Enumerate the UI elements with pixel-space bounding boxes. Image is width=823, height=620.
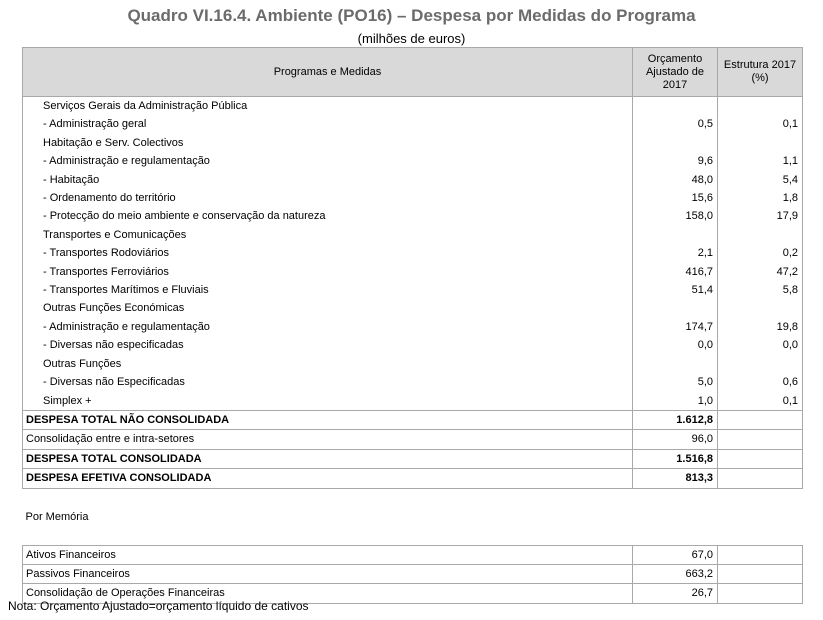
row-label: - Ordenamento do território bbox=[23, 189, 633, 207]
memo-value: 67,0 bbox=[633, 545, 718, 564]
row-label: - Diversas não Especificadas bbox=[23, 373, 633, 391]
table-row bbox=[23, 336, 803, 354]
row-budget bbox=[633, 97, 718, 116]
table-row bbox=[23, 171, 803, 189]
row-label: - Administração geral bbox=[23, 115, 633, 133]
row-label: - Administração e regulamentação bbox=[23, 318, 633, 336]
row-budget: 15,6 bbox=[633, 189, 718, 207]
table-row bbox=[23, 263, 803, 281]
total-row bbox=[23, 469, 803, 488]
row-budget: 51,4 bbox=[633, 281, 718, 299]
unit-caption: (milhões de euros) bbox=[357, 31, 466, 46]
table-row bbox=[23, 355, 803, 373]
total-row bbox=[23, 410, 803, 429]
memo-structure bbox=[718, 564, 803, 583]
memo-value: 26,7 bbox=[633, 584, 718, 603]
row-label: Transportes e Comunicações bbox=[23, 226, 633, 244]
row-structure: 17,9 bbox=[718, 207, 803, 225]
total-structure bbox=[718, 469, 803, 488]
row-structure: 0,1 bbox=[718, 115, 803, 133]
total-value: 813,3 bbox=[633, 469, 718, 488]
memo-structure bbox=[718, 545, 803, 564]
row-budget: 0,0 bbox=[633, 336, 718, 354]
consolidation-label: Consolidação entre e intra-setores bbox=[23, 430, 633, 449]
total-structure bbox=[718, 410, 803, 429]
row-label: - Transportes Ferroviários bbox=[23, 263, 633, 281]
row-budget: 5,0 bbox=[633, 373, 718, 391]
memo-value: 663,2 bbox=[633, 564, 718, 583]
row-label: - Administração e regulamentação bbox=[23, 152, 633, 170]
table-row bbox=[23, 207, 803, 225]
header-structure: Estrutura 2017 (%) bbox=[718, 48, 803, 97]
row-label: - Protecção do meio ambiente e conservação da natureza bbox=[23, 207, 633, 225]
total-label: DESPESA EFETIVA CONSOLIDADA bbox=[23, 469, 633, 488]
row-structure bbox=[718, 355, 803, 373]
table-title: Quadro VI.16.4. Ambiente (PO16) – Despesa por Medidas do Programa bbox=[127, 6, 696, 25]
row-budget: 0,5 bbox=[633, 115, 718, 133]
row-label: Habitação e Serv. Colectivos bbox=[23, 134, 633, 152]
table-row bbox=[23, 152, 803, 170]
row-label: - Transportes Marítimos e Fluviais bbox=[23, 281, 633, 299]
row-structure: 0,6 bbox=[718, 373, 803, 391]
table-row bbox=[23, 318, 803, 336]
memo-label: Passivos Financeiros bbox=[23, 564, 633, 583]
row-structure: 5,8 bbox=[718, 281, 803, 299]
row-label: Serviços Gerais da Administração Pública bbox=[23, 97, 633, 116]
memo-row bbox=[23, 545, 803, 564]
row-budget: 174,7 bbox=[633, 318, 718, 336]
row-budget: 9,6 bbox=[633, 152, 718, 170]
memo-row bbox=[23, 564, 803, 583]
row-budget bbox=[633, 299, 718, 317]
row-structure bbox=[718, 299, 803, 317]
row-budget: 158,0 bbox=[633, 207, 718, 225]
row-structure: 5,4 bbox=[718, 171, 803, 189]
header-programs: Programas e Medidas bbox=[23, 48, 633, 97]
table-row bbox=[23, 115, 803, 133]
row-budget: 1,0 bbox=[633, 392, 718, 411]
row-structure: 1,8 bbox=[718, 189, 803, 207]
table-row bbox=[23, 244, 803, 262]
table-row bbox=[23, 226, 803, 244]
table-row bbox=[23, 97, 803, 116]
row-structure: 19,8 bbox=[718, 318, 803, 336]
table-header-row bbox=[23, 48, 803, 97]
consolidation-row bbox=[23, 430, 803, 449]
row-structure: 1,1 bbox=[718, 152, 803, 170]
table-row bbox=[23, 189, 803, 207]
table-row bbox=[23, 373, 803, 391]
header-budget: Orçamento Ajustado de 2017 bbox=[633, 48, 718, 97]
consolidation-value: 96,0 bbox=[633, 430, 718, 449]
table-row bbox=[23, 281, 803, 299]
total-value: 1.516,8 bbox=[633, 449, 718, 468]
total-row bbox=[23, 449, 803, 468]
row-label: - Diversas não especificadas bbox=[23, 336, 633, 354]
total-label: DESPESA TOTAL NÃO CONSOLIDADA bbox=[23, 410, 633, 429]
table-row bbox=[23, 134, 803, 152]
memo-label: Consolidação de Operações Financeiras bbox=[23, 584, 633, 603]
row-structure: 47,2 bbox=[718, 263, 803, 281]
row-structure bbox=[718, 226, 803, 244]
row-budget: 416,7 bbox=[633, 263, 718, 281]
total-structure bbox=[718, 449, 803, 468]
row-structure: 0,2 bbox=[718, 244, 803, 262]
footnote: Nota: Orçamento Ajustado=orçamento líquido de cativos bbox=[8, 599, 309, 613]
total-value: 1.612,8 bbox=[633, 410, 718, 429]
row-budget: 2,1 bbox=[633, 244, 718, 262]
row-budget bbox=[633, 134, 718, 152]
row-budget bbox=[633, 355, 718, 373]
table-row bbox=[23, 299, 803, 317]
row-label: Outras Funções Económicas bbox=[23, 299, 633, 317]
row-structure: 0,0 bbox=[718, 336, 803, 354]
table-row bbox=[23, 392, 803, 411]
budget-table bbox=[22, 47, 803, 604]
row-label: Simplex + bbox=[23, 392, 633, 411]
row-structure bbox=[718, 134, 803, 152]
memo-label: Ativos Financeiros bbox=[23, 545, 633, 564]
row-budget: 48,0 bbox=[633, 171, 718, 189]
row-label: - Habitação bbox=[23, 171, 633, 189]
row-structure: 0,1 bbox=[718, 392, 803, 411]
row-label: - Transportes Rodoviários bbox=[23, 244, 633, 262]
memo-heading-row bbox=[23, 506, 803, 528]
row-structure bbox=[718, 97, 803, 116]
row-budget bbox=[633, 226, 718, 244]
row-label: Outras Funções bbox=[23, 355, 633, 373]
memo-heading: Por Memória bbox=[25, 510, 89, 523]
memo-structure bbox=[718, 584, 803, 603]
consolidation-structure bbox=[718, 430, 803, 449]
total-label: DESPESA TOTAL CONSOLIDADA bbox=[23, 449, 633, 468]
